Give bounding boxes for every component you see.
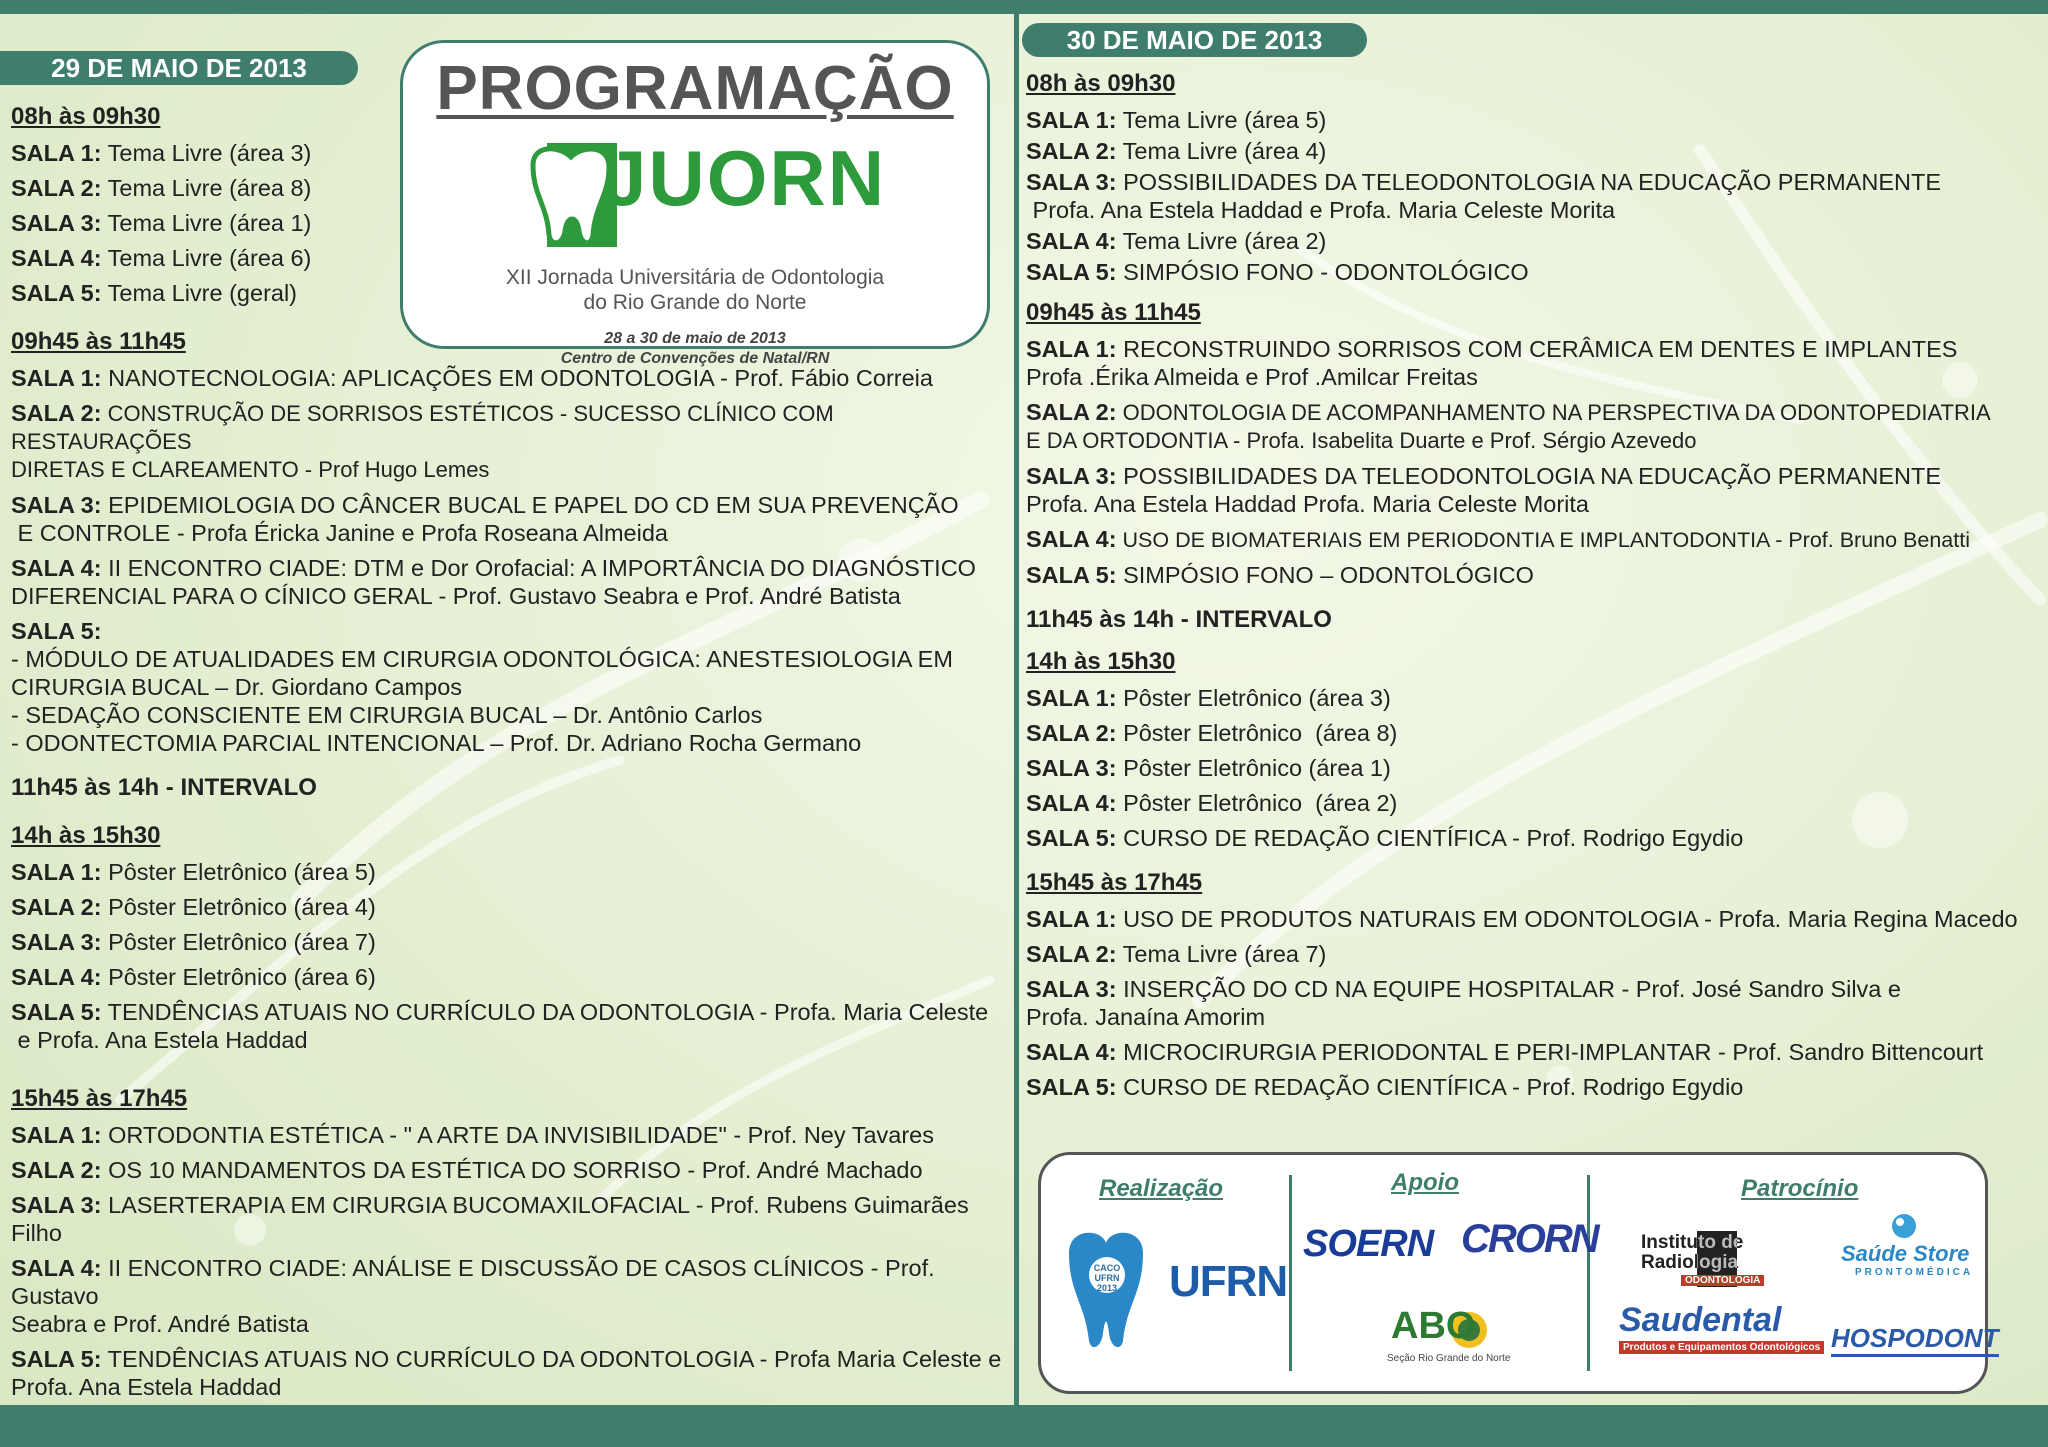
event-date-venue: 28 a 30 de maio de 2013 Centro de Convenções de Natal/RN bbox=[560, 330, 830, 367]
schedule-row: SALA 4: II ENCONTRO CIADE: ANÁLISE E DISCUSSÃO DE CASOS CLÍNICOS - Prof. Gustavo Seabra e Prof. André Batista bbox=[11, 1255, 935, 1337]
realizacao-heading: Realização bbox=[1099, 1175, 1224, 1202]
schedule-row: SALA 3: POSSIBILIDADES DA TELEODONTOLOGIA NA EDUCAÇÃO PERMANENTE Profa. Ana Estela Haddad e Profa. Maria Celeste Morita bbox=[1026, 169, 1941, 223]
schedule-row: SALA 1: RECONSTRUINDO SORRISOS COM CERÂMICA EM DENTES E IMPLANTES Profa .Érika Almeida e Prof .Amilcar Freitas bbox=[1026, 336, 1958, 390]
schedule-row: SALA 1: NANOTECNOLOGIA: APLICAÇÕES EM ODONTOLOGIA - Prof. Fábio Correia bbox=[11, 365, 933, 391]
schedule-row: SALA 4: USO DE BIOMATERIAIS EM PERIODONTIA E IMPLANTODONTIA - Prof. Bruno Benatti bbox=[1026, 526, 1970, 552]
schedule-row: SALA 2: Pôster Eletrônico (área 8) bbox=[1026, 720, 1398, 746]
instituto-radiologia-logo: Instituto de Radiologia ODONTOLOGIA bbox=[1641, 1231, 1781, 1287]
schedule-row: SALA 4: Tema Livre (área 2) bbox=[1026, 228, 1327, 254]
schedule-row: SALA 5: CURSO DE REDAÇÃO CIENTÍFICA - Prof. Rodrigo Egydio bbox=[1026, 1074, 1744, 1100]
event-subtitle: XII Jornada Universitária de Odontologia do Rio Grande do Norte bbox=[505, 266, 885, 314]
apoio-heading: Apoio bbox=[1391, 1169, 1459, 1196]
schedule-row: SALA 2: CONSTRUÇÃO DE SORRISOS ESTÉTICOS - SUCESSO CLÍNICO COM RESTAURAÇÕES DIRETAS E CLAREAMENTO - Prof Hugo Lemes bbox=[11, 400, 834, 482]
schedule-row: SALA 2: Tema Livre (área 8) bbox=[11, 175, 312, 201]
schedule-row: SALA 1: Pôster Eletrônico (área 3) bbox=[1026, 685, 1391, 711]
schedule-row: SALA 2: OS 10 MANDAMENTOS DA ESTÉTICA DO SORRISO - Prof. André Machado bbox=[11, 1157, 923, 1183]
schedule-row: SALA 3: LASERTERAPIA EM CIRURGIA BUCOMAXILOFACIAL - Prof. Rubens Guimarães Filho bbox=[11, 1192, 969, 1246]
caco-logo-text: CACO UFRN 2013 bbox=[1093, 1263, 1121, 1293]
schedule-row: SALA 5: SIMPÓSIO FONO – ODONTOLÓGICO bbox=[1026, 562, 1534, 588]
schedule-row: SALA 4: Pôster Eletrônico (área 6) bbox=[11, 964, 376, 990]
saudental-subtitle: Produtos e Equipamentos Odontológicos bbox=[1619, 1341, 1824, 1354]
schedule-row: SALA 3: Pôster Eletrônico (área 7) bbox=[11, 929, 376, 955]
time-slot-interval: 11h45 às 14h - INTERVALO bbox=[11, 774, 317, 801]
soern-logo: SOERN bbox=[1303, 1223, 1434, 1265]
column-divider bbox=[1014, 14, 1019, 1405]
schedule-row: SALA 5: SIMPÓSIO FONO - ODONTOLÓGICO bbox=[1026, 259, 1529, 285]
time-slot: 14h às 15h30 bbox=[1026, 648, 1176, 675]
time-slot: 09h45 às 11h45 bbox=[1026, 299, 1201, 326]
schedule-row: SALA 4: Tema Livre (área 6) bbox=[11, 245, 312, 271]
program-title: PROGRAMAÇÃO bbox=[436, 54, 954, 123]
schedule-row: SALA 5: TENDÊNCIAS ATUAIS NO CURRÍCULO DA ODONTOLOGIA - Profa. Maria Celeste e Profa. Ana Estela Haddad bbox=[11, 999, 989, 1053]
abo-logo-subtitle: Seção Rio Grande do Norte bbox=[1387, 1353, 1511, 1364]
time-slot: 14h às 15h30 bbox=[11, 822, 161, 849]
schedule-row: SALA 3: EPIDEMIOLOGIA DO CÂNCER BUCAL E PAPEL DO CD EM SUA PREVENÇÃO E CONTROLE - Profa Éricka Janine e Profa Roseana Almeida bbox=[11, 492, 959, 546]
top-bar bbox=[0, 0, 2048, 14]
saude-store-logo: Saúde Store bbox=[1841, 1241, 1970, 1266]
schedule-row: SALA 4: Pôster Eletrônico (área 2) bbox=[1026, 790, 1398, 816]
time-slot-interval: 11h45 às 14h - INTERVALO bbox=[1026, 606, 1332, 633]
schedule-row: SALA 2: ODONTOLOGIA DE ACOMPANHAMENTO NA PERSPECTIVA DA ODONTOPEDIATRIA E DA ORTODONTIA - Profa. Isabelita Duarte e Prof. Sérgio Azevedo bbox=[1026, 399, 1991, 453]
schedule-row: SALA 3: POSSIBILIDADES DA TELEODONTOLOGIA NA EDUCAÇÃO PERMANENTE Profa. Ana Estela Haddad Profa. Maria Celeste Morita bbox=[1026, 463, 1941, 517]
schedule-row: SALA 1: ORTODONTIA ESTÉTICA - " A ARTE DA INVISIBILIDADE" - Prof. Ney Tavares bbox=[11, 1122, 935, 1148]
time-slot: 15h45 às 17h45 bbox=[11, 1085, 188, 1112]
day1-schedule bbox=[11, 103, 1007, 1408]
time-slot: 15h45 às 17h45 bbox=[1026, 869, 1203, 896]
abo-logo: ABO bbox=[1391, 1305, 1476, 1347]
schedule-row: SALA 5: Tema Livre (geral) bbox=[11, 280, 298, 306]
schedule-row: SALA 4: II ENCONTRO CIADE: DTM e Dor Orofacial: A IMPORTÂNCIA DO DIAGNÓSTICO DIFERENCIAL PARA O CÍNICO GERAL - Prof. Gustavo Seabra e Prof. André Batista bbox=[11, 555, 976, 609]
time-slot: 08h às 09h30 bbox=[1026, 70, 1176, 97]
saudental-logo: Saudental bbox=[1619, 1301, 1782, 1339]
saude-store-drop-icon bbox=[1889, 1211, 1919, 1241]
schedule-row: SALA 2: Tema Livre (área 7) bbox=[1026, 941, 1327, 967]
schedule-row: SALA 1: Tema Livre (área 3) bbox=[11, 140, 312, 166]
time-slot: 09h45 às 11h45 bbox=[11, 328, 186, 355]
crorn-logo: CRORN bbox=[1461, 1217, 1598, 1261]
hospodont-logo: HOSPODONT bbox=[1831, 1323, 1999, 1357]
schedule-row: SALA 5: CURSO DE REDAÇÃO CIENTÍFICA - Prof. Rodrigo Egydio bbox=[1026, 825, 1744, 851]
ufrn-logo: UFRN bbox=[1169, 1257, 1288, 1306]
day2-schedule bbox=[1026, 70, 2036, 1108]
sponsor-divider bbox=[1587, 1175, 1590, 1371]
schedule-row: SALA 5: TENDÊNCIAS ATUAIS NO CURRÍCULO DA ODONTOLOGIA - Profa Maria Celeste e Profa. Ana Estela Haddad bbox=[11, 1346, 1002, 1400]
saude-store-subtitle: PRONTOMÉDICA bbox=[1855, 1267, 1974, 1278]
schedule-row: SALA 4: MICROCIRURGIA PERIODONTAL E PERI-IMPLANTAR - Prof. Sandro Bittencourt bbox=[1026, 1039, 1984, 1065]
schedule-row: SALA 1: USO DE PRODUTOS NATURAIS EM ODONTOLOGIA - Profa. Maria Regina Macedo bbox=[1026, 906, 2018, 932]
schedule-row: SALA 5: - MÓDULO DE ATUALIDADES EM CIRURGIA ODONTOLÓGICA: ANESTESIOLOGIA EM CIRURGIA BUCAL – Dr. Giordano Campos - SEDAÇÃO CONSCIENTE EM CIRURGIA BUCAL – Dr. Antônio Carlos - ODONTECTOMIA PARCIAL INTENCIONAL – Prof. Dr. Adriano Rocha Germano bbox=[11, 618, 953, 756]
schedule-row: SALA 1: Tema Livre (área 5) bbox=[1026, 107, 1327, 133]
sponsors-box bbox=[1038, 1152, 1999, 1394]
schedule-row: SALA 3: Pôster Eletrônico (área 1) bbox=[1026, 755, 1391, 781]
date-label-day1: 29 DE MAIO DE 2013 bbox=[0, 51, 358, 85]
date-label-day2: 30 DE MAIO DE 2013 bbox=[1022, 23, 1367, 57]
schedule-row: SALA 2: Pôster Eletrônico (área 4) bbox=[11, 894, 376, 920]
schedule-row: SALA 3: Tema Livre (área 1) bbox=[11, 210, 312, 236]
schedule-row: SALA 2: Tema Livre (área 4) bbox=[1026, 138, 1327, 164]
bottom-bar bbox=[0, 1405, 2048, 1447]
time-slot: 08h às 09h30 bbox=[11, 103, 161, 130]
schedule-row: SALA 3: INSERÇÃO DO CD NA EQUIPE HOSPITALAR - Prof. José Sandro Silva e Profa. Janaína Amorim bbox=[1026, 976, 1901, 1030]
sponsor-divider bbox=[1289, 1175, 1292, 1371]
juorn-logo-text: JUORN bbox=[603, 134, 887, 222]
patrocinio-heading: Patrocínio bbox=[1741, 1175, 1859, 1202]
schedule-row: SALA 1: Pôster Eletrônico (área 5) bbox=[11, 859, 376, 885]
